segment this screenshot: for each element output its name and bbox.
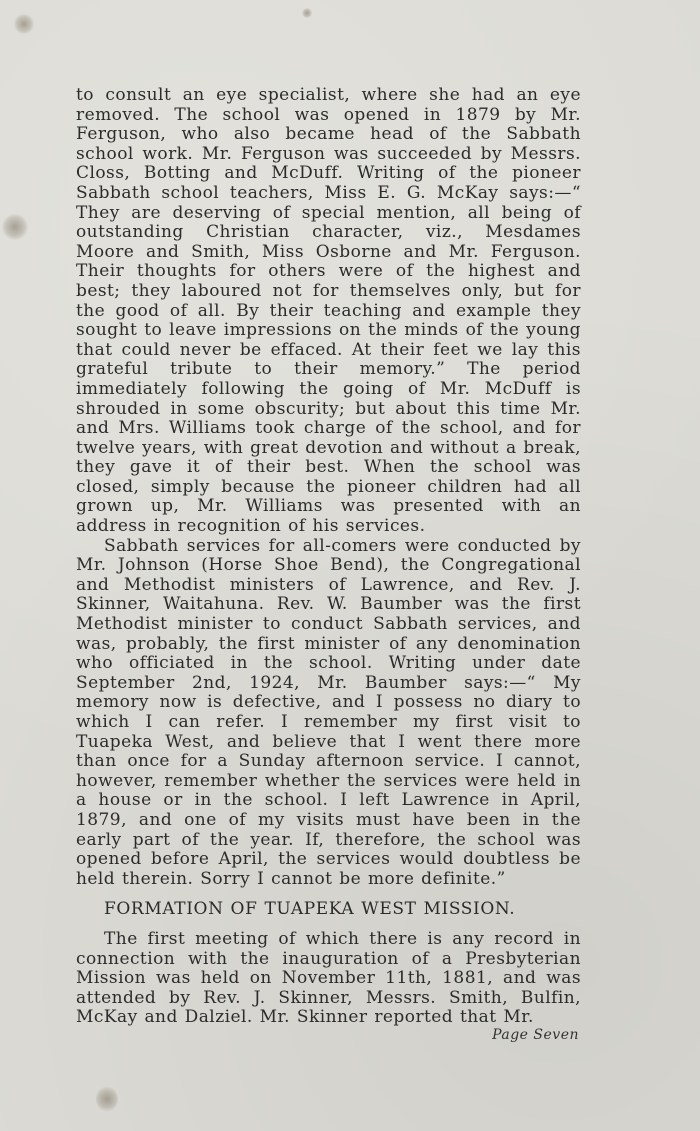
paragraph-3: The first meeting of which there is any record in connection with the inauguration of a Presbyterian Mission was held on November 11th, 1881, and was attended by Rev. J. Skinner, Messrs. Smith, Bulfin, McKay and Dalziel. Mr. Skinner reported that Mr. [76,928,581,1028]
section-heading: FORMATION OF TUAPEKA WEST MISSION. [104,899,516,920]
body-text [76,86,581,1028]
ink-blot-bottom [96,1086,118,1112]
ink-blot-top-center [302,8,312,18]
page-number: Page Seven [492,1027,579,1043]
paragraph-1: to consult an eye specialist, where she had an eye removed. The school was opened in 1879 by Mr. Ferguson, who also became head of the Sabbath school work. Mr. Ferguson was succeeded by Messrs. Closs, Botting and McDuff. Writing of the pioneer Sabbath school teachers, Miss E. G. McKay says:—“ They are deserving of special mention, all being of outstanding Christian character, viz., Mesdames Moore and Smith, Miss Osborne and Mr. Ferguson. Their thoughts for others were of the highest and best; they laboured not for themselves only, but for the good of all. By their teaching and example they sought to leave impressions on the minds of the young that could never be effaced. At their feet we lay this grateful tribute to their memory.” The period immediately following the going of Mr. McDuff is shrouded in some obscurity; but about this time Mr. and Mrs. Williams took charge of the school, and for twelve years, with great devotion and without a break, they gave it of their best. When the school was closed, simply because the pioneer children had all grown up, Mr. Williams was presented with an address in recognition of his services. [76,85,581,537]
ink-blot-top-left [14,14,34,34]
paragraph-2: Sabbath services for all-comers were conducted by Mr. Johnson (Horse Shoe Bend), the Congregational and Methodist ministers of Lawrence, and Rev. J. Skinner, Waitahuna. Rev. W. Baumber was the first Methodist minister to conduct Sabbath services, and was, probably, the first minister of any denomination who officiated in the school. Writing under date September 2nd, 1924, Mr. Baumber says:—“ My memory now is defective, and I possess no diary to which I can refer. I remember my first visit to Tuapeka West, and believe that I went there more than once for a Sunday afternoon service. I cannot, however, remember whether the services were held in a house or in the school. I left Lawrence in April, 1879, and one of my visits must have been in the early part of the year. If, therefore, the school was opened before April, the services would doubtless be held therein. Sorry I cannot be more definite.” [76,535,581,889]
ink-blot-left-margin [2,214,28,240]
